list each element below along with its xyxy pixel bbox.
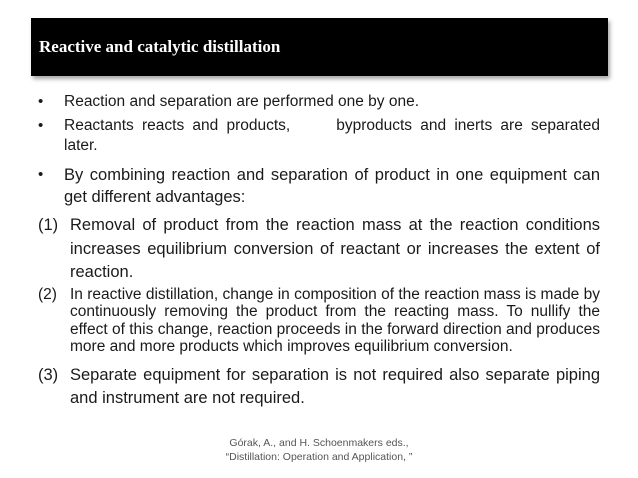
number-marker: (3) bbox=[38, 365, 59, 384]
bullet-item bbox=[38, 164, 600, 208]
bullet-text-part: byproducts and inerts are separated later. bbox=[64, 117, 600, 154]
bullet-marker: • bbox=[38, 93, 44, 110]
number-marker: (2) bbox=[38, 285, 57, 303]
citation-footer bbox=[0, 436, 638, 464]
bullet-item bbox=[38, 92, 600, 112]
bullet-marker: • bbox=[38, 117, 44, 134]
bullet-text: Reaction and separation are performed one by one. bbox=[64, 93, 420, 110]
numbered-text: Removal of product from the reaction mass at the reaction conditions increases equilibrium conversion of reactant or increases the extent of reaction. bbox=[70, 216, 600, 281]
number-marker: (1) bbox=[38, 216, 59, 234]
citation-line: Górak, A., and H. Schoenmakers eds., bbox=[229, 437, 409, 449]
citation-line: “Distillation: Operation and Application, ” bbox=[225, 451, 413, 463]
numbered-text: Separate equipment for separation is not required also separate piping and instrument are not required. bbox=[70, 365, 600, 407]
bullet-text: By combining reaction and separation of product in one equipment can get different advantages: bbox=[64, 166, 600, 206]
bullet-text-part: Reactants reacts and products, bbox=[64, 117, 291, 134]
numbered-item bbox=[38, 286, 600, 356]
slide-title: Reactive and catalytic distillation bbox=[39, 37, 281, 56]
numbered-item bbox=[38, 364, 600, 410]
bullet-text bbox=[64, 116, 600, 156]
slide-content bbox=[38, 92, 600, 410]
numbered-text: In reactive distillation, change in composition of the reaction mass is made by continuously removing the product from the reacting mass. To nullify the effect of this change, reaction proceeds in the forward direction and produces more and more products which improves equilibrium conversion. bbox=[70, 285, 600, 355]
bullet-marker: • bbox=[38, 166, 44, 183]
title-bar bbox=[31, 18, 608, 76]
numbered-item bbox=[38, 214, 600, 285]
bullet-item bbox=[38, 116, 600, 156]
